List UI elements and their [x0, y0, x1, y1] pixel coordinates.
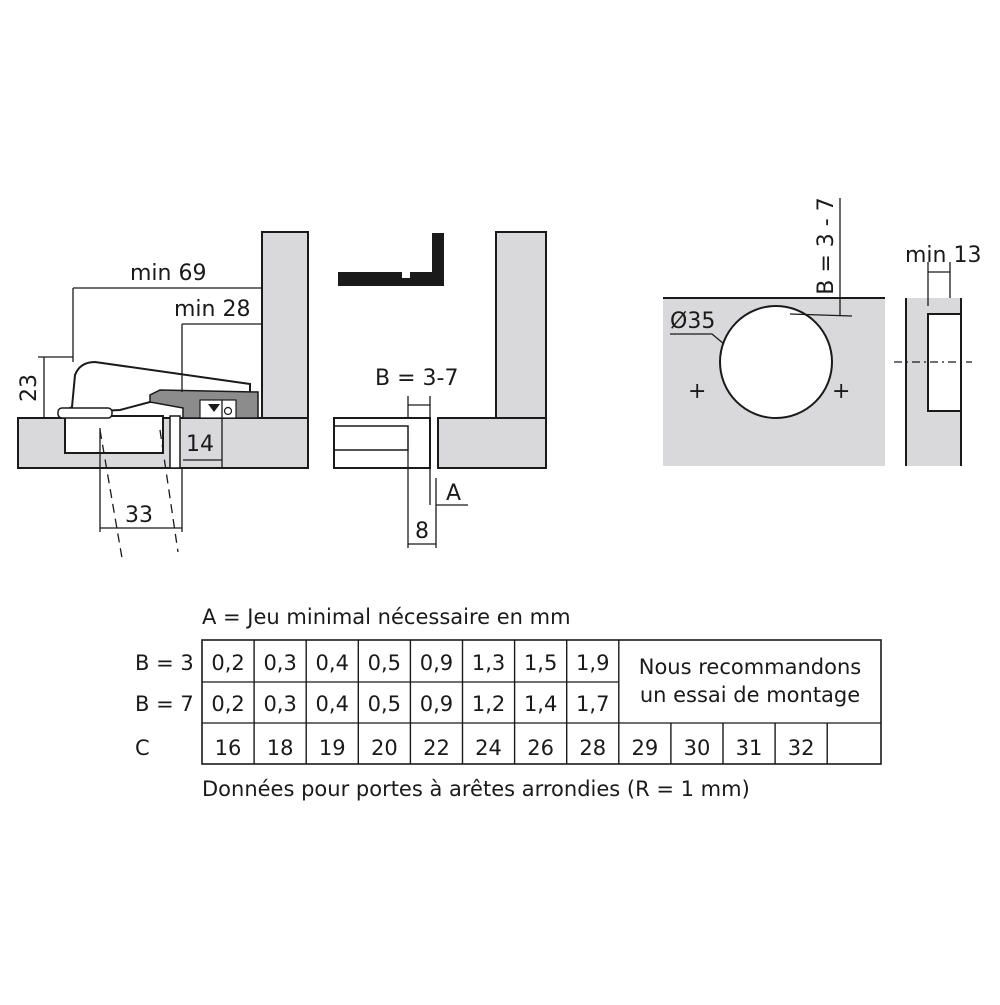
table-cell: 1,4 — [523, 692, 558, 716]
gap-table — [135, 605, 881, 801]
note-line-1: Nous recommandons — [638, 655, 862, 679]
table-cell: 0,5 — [367, 692, 402, 716]
dim-min-69: min 69 — [130, 261, 207, 286]
detail-cabinet-top — [438, 418, 546, 468]
dim-diameter-35: Ø35 — [670, 309, 716, 334]
row-label-b3: B = 3 — [135, 651, 194, 675]
table-footer: Données pour portes à arêtes arrondies (R = 1 mm) — [202, 777, 750, 801]
table-cell: 1,7 — [576, 692, 610, 716]
table-cell: 26 — [527, 736, 555, 760]
table-cell: 0,5 — [367, 651, 402, 675]
table-cell: 30 — [683, 736, 711, 760]
dim-plate-b-3-7: B = 3 - 7 — [814, 197, 839, 295]
door-gap-detail — [334, 232, 546, 548]
table-cell: 0,9 — [419, 692, 454, 716]
table-cell: 0,2 — [211, 692, 245, 716]
plate-side-view — [894, 243, 981, 466]
table-cell: 16 — [214, 736, 242, 760]
dim-8: 8 — [415, 519, 429, 544]
table-cell: 1,9 — [576, 651, 610, 675]
row-label-c: C — [135, 736, 150, 760]
detail-side-panel — [496, 232, 546, 418]
plus-left: + — [688, 379, 707, 404]
table-cell: 29 — [631, 736, 659, 760]
table-cell: 0,4 — [315, 692, 349, 716]
table-cell: 20 — [370, 736, 398, 760]
cabinet-side-panel — [262, 232, 308, 418]
hinge-cup — [65, 416, 163, 453]
dim-min-13: min 13 — [905, 243, 982, 268]
table-cell: 0,3 — [263, 651, 297, 675]
dim-a: A — [446, 481, 462, 506]
table-cell: 18 — [266, 736, 294, 760]
dim-b-3-7: B = 3-7 — [375, 366, 459, 391]
table-cell: 1,2 — [471, 692, 506, 716]
dim-14: 14 — [186, 432, 214, 457]
plus-right: + — [832, 379, 851, 404]
table-cell: 31 — [735, 736, 763, 760]
table-caption: A = Jeu minimal nécessaire en mm — [202, 605, 571, 629]
cup-bore-circle — [720, 306, 832, 418]
table-cell: 1,5 — [523, 651, 558, 675]
table-cell: 1,3 — [471, 651, 506, 675]
dim-33: 33 — [125, 503, 153, 528]
table-cell: 32 — [787, 736, 815, 760]
profile-symbol — [338, 233, 444, 286]
table-cell: 19 — [318, 736, 346, 760]
dim-min-28: min 28 — [174, 297, 251, 322]
table-cell: 0,3 — [263, 692, 297, 716]
table-cell: 0,2 — [211, 651, 245, 675]
table-cell: 0,9 — [419, 651, 454, 675]
plate-front-view — [663, 197, 885, 466]
row-label-b7: B = 7 — [135, 692, 194, 716]
hinge-side-view — [17, 232, 308, 558]
note-line-2: un essai de montage — [639, 683, 861, 707]
table-cell: 22 — [423, 736, 450, 760]
table-cell: 24 — [475, 736, 502, 760]
dim-23: 23 — [17, 374, 42, 402]
table-cell: 28 — [579, 736, 607, 760]
table-cell: 0,4 — [315, 651, 349, 675]
